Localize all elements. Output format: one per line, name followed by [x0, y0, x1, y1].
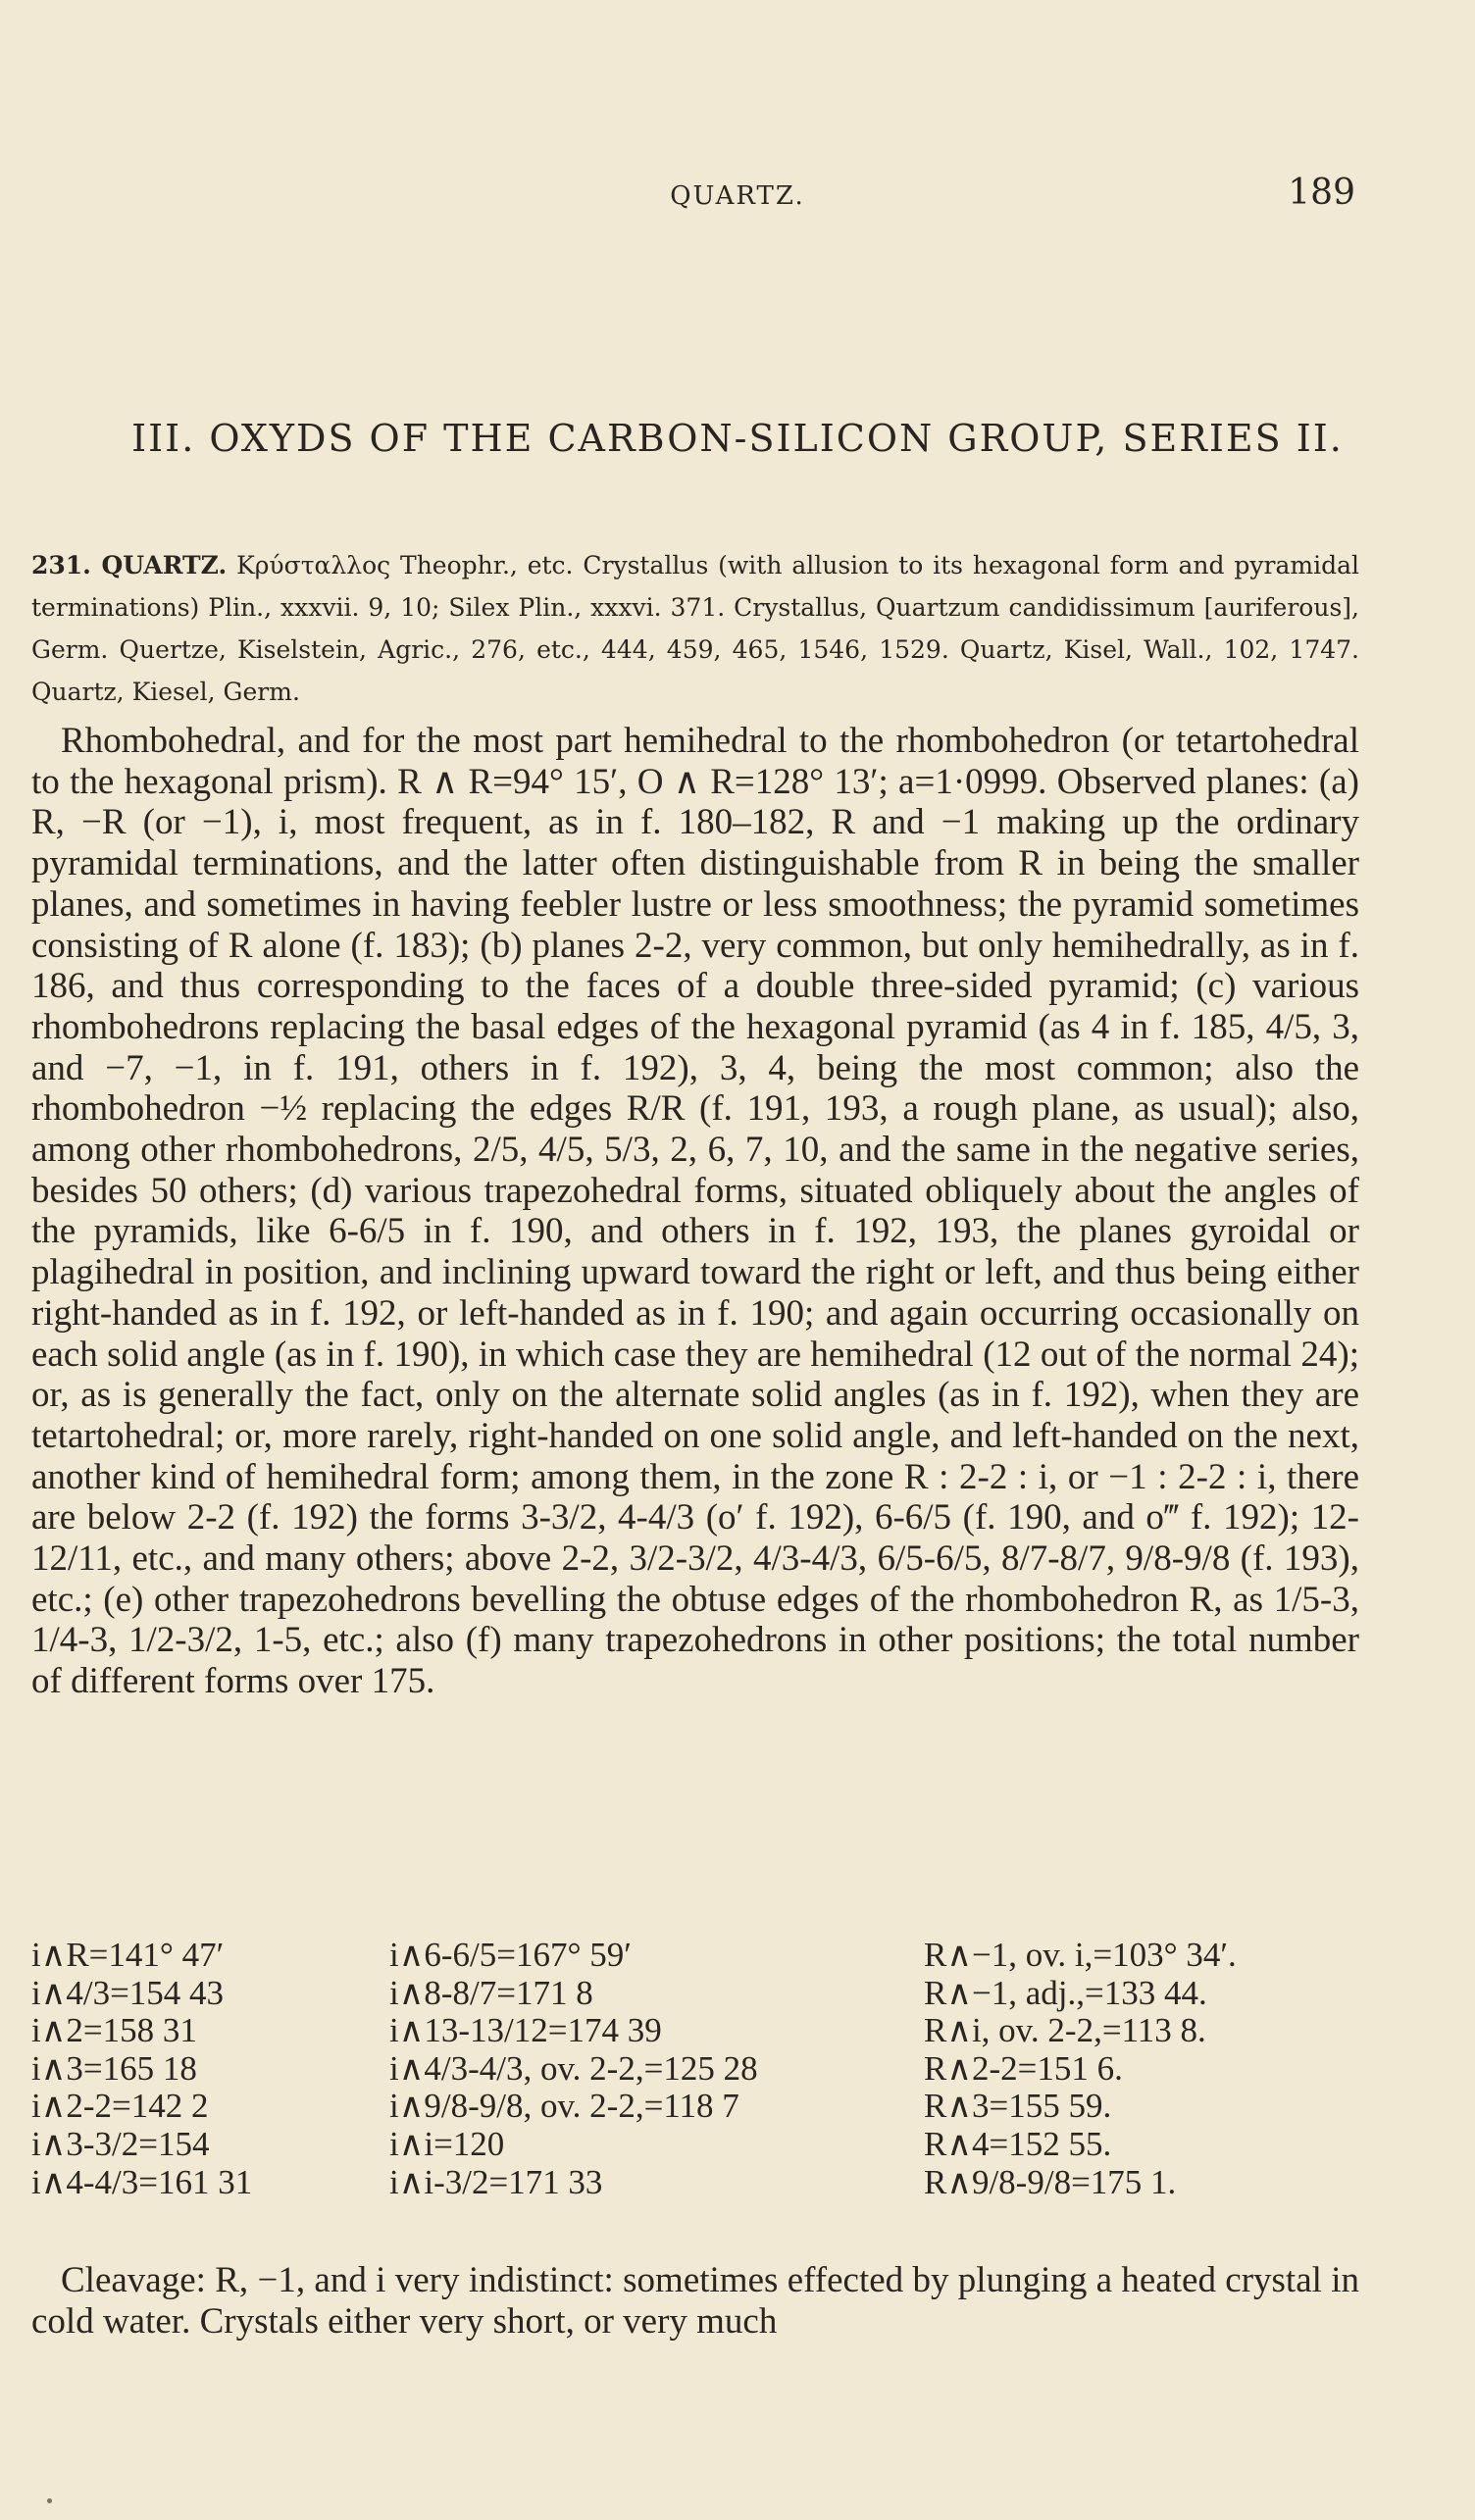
angle-row: R∧3=155 59. — [924, 2087, 1112, 2126]
angle-row: i∧9/8-9/8, ov. 2-2,=118 7 — [389, 2087, 739, 2126]
paper-speck — [47, 2498, 52, 2503]
angle-row: i∧i-3/2=171 33 — [389, 2162, 603, 2201]
angle-column-3 — [924, 1937, 1385, 2201]
angle-column-1 — [31, 1937, 365, 2201]
angle-column-2 — [389, 1937, 899, 2201]
angle-row: i∧4/3-4/3, ov. 2-2,=125 28 — [389, 2048, 758, 2088]
angle-row: i∧4/3=154 43 — [31, 1973, 225, 2012]
angle-row: R∧2-2=151 6. — [924, 2048, 1123, 2088]
angle-row: i∧6-6/5=167° 59′ — [389, 1936, 632, 1974]
angle-row: i∧3=165 18 — [31, 2048, 197, 2088]
entry-synonymy — [31, 544, 1359, 713]
synonymy-text: Κρύσταλλος Theophr., etc. Crystallus (with allusion to its hexagonal form and pyramidal terminations) Plin., xxxvii. 9, 10; Silex Plin., xxxvi. 371. Crystallus, Quartzum candidissimum [auriferous], Germ. Quertze, Kiselstein, Agric., 276, etc., 444, 459, 465, 1546, 1529. Quartz, Kisel, Wall., 102, 1747. Quartz, Kiesel, Germ. — [31, 551, 1359, 706]
angle-table — [31, 1937, 1385, 2201]
angle-row: R∧i, ov. 2-2,=113 8. — [924, 2011, 1206, 2050]
angle-row: i∧2-2=142 2 — [31, 2087, 209, 2126]
section-heading: III. OXYDS OF THE CARBON-SILICON GROUP, SERIES II. — [131, 417, 1344, 460]
angle-row: R∧−1, adj.,=133 44. — [924, 1973, 1207, 2012]
angle-row: i∧i=120 — [389, 2124, 505, 2163]
angle-row: R∧−1, ov. i,=103° 34′. — [924, 1936, 1237, 1974]
cleavage-text: Cleavage: R, −1, and i very indistinct: sometimes effected by plunging a heated crystal in cold water. Crystals either very short, or very much — [31, 2260, 1359, 2342]
angle-row: R∧4=152 55. — [924, 2124, 1112, 2163]
angle-row: R∧9/8-9/8=175 1. — [924, 2162, 1177, 2201]
angle-row: i∧13-13/12=174 39 — [389, 2011, 662, 2050]
page-number: 189 — [1288, 173, 1355, 213]
angle-row: i∧R=141° 47′ — [31, 1936, 225, 1974]
cleavage-paragraph — [31, 2260, 1359, 2342]
description-text: Rhombohedral, and for the most part hemihedral to the rhombohedron (or tetartohedral to the hexagonal prism). R ∧ R=94° 15′, O ∧ R=128° 13′; a=1·0999. Observed planes: (a) R, −R (or −1), i, most frequent, as in f. 180–182, R and −1 making up the ordinary pyramidal terminations, and the latter often distinguishable from R in being the smaller planes, and sometimes in having feebler lustre or less smoothness; the pyramid sometimes consisting of R alone (f. 183); (b) planes 2-2, very common, but only hemihedrally, as in f. 186, and thus corresponding to the faces of a double three-sided pyramid; (c) various rhombohedrons replacing the basal edges of the hexagonal pyramid (as 4 in f. 185, 4/5, 3, and −7, −1, in f. 191, others in f. 192), 3, 4, being the most common; also the rhombohedron −½ replacing the edges R/R (f. 191, 193, a rough plane, as usual); also, among other rhombohedrons, 2/5, 4/5, 5/3, 2, 6, 7, 10, and the same in the negative series, besides 50 others; (d) various trapezohedral forms, situated obliquely about the angles of the pyramids, like 6-6/5 in f. 190, and others in f. 192, 193, the planes gyroidal or plagihedral in position, and inclining upward toward the right or left, and thus being either right-handed as in f. 192, or left-handed as in f. 190; and again occurring occasionally on each solid angle (as in f. 190), in which case they are hemihedral (12 out of the normal 24); or, as is generally the fact, only on the alternate solid angles (as in f. 192), when they are tetartohedral; or, more rarely, right-handed on one solid angle, and left-handed on the next, another kind of hemihedral form; among them, in the zone R : 2-2 : i, or −1 : 2-2 : i, there are below 2-2 (f. 192) the forms 3-3/2, 4-4/3 (o′ f. 192), 6-6/5 (f. 190, and o‴ f. 192); 12-12/11, etc., and many others; above 2-2, 3/2-3/2, 4/3-4/3, 6/5-6/5, 8/7-8/7, 9/8-9/8 (f. 193), etc.; (e) other trapezohedrons bevelling the obtuse edges of the rhombohedron R, as 1/5-3, 1/4-3, 1/2-3/2, 1-5, etc.; also (f) many trapezohedrons in other positions; the total number of different forms over 175. — [31, 721, 1359, 1702]
running-title: QUARTZ. — [670, 181, 805, 211]
angle-row: i∧8-8/7=171 8 — [389, 1973, 593, 2012]
angle-row: i∧3-3/2=154 — [31, 2124, 210, 2163]
angle-row: i∧4-4/3=161 31 — [31, 2162, 253, 2201]
angle-row: i∧2=158 31 — [31, 2011, 197, 2050]
entry-title: 231. QUARTZ. — [31, 551, 228, 580]
description-paragraph — [31, 721, 1359, 1702]
